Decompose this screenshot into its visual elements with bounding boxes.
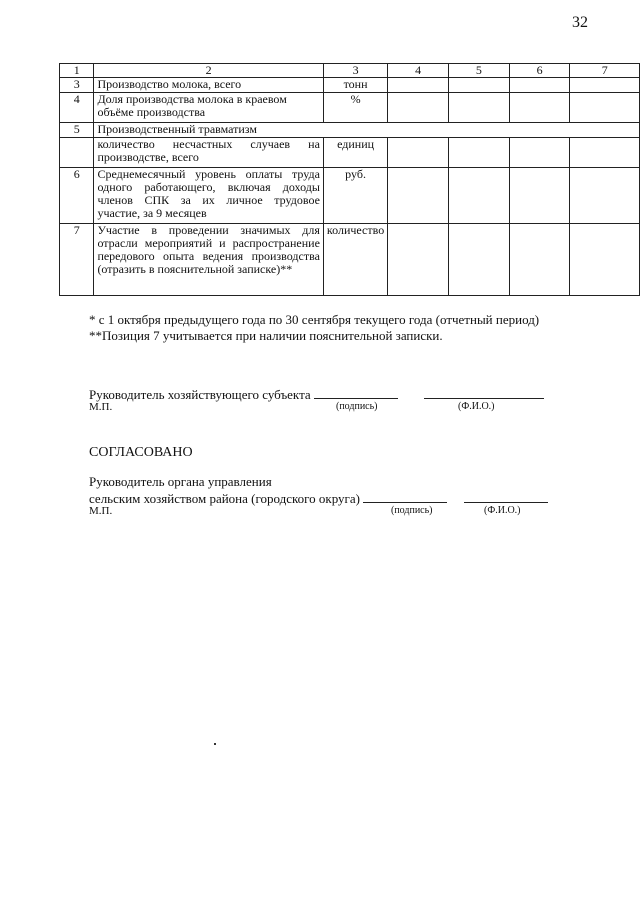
row-name: количество несчастных случаев на производстве, всего [94,138,323,168]
header-cell: 3 [323,64,387,78]
empty-cell [509,78,570,93]
row-unit: единиц [323,138,387,168]
footnote-2: **Позиция 7 учитывается при наличии пояснительной записки. [89,328,443,343]
approval-heading: СОГЛАСОВАНО [89,445,193,460]
signature-caption: (подпись) [336,401,378,412]
table-row [60,78,640,93]
empty-cell [509,93,570,123]
empty-cell [509,138,570,168]
table-row [60,224,640,296]
empty-cell [570,138,640,168]
stamp-place-label: М.П. [89,505,113,517]
footnotes [89,312,539,344]
signature-line [363,490,447,503]
name-line [464,490,548,503]
empty-cell [448,138,509,168]
row-name: Производственный травматизм [94,123,640,138]
empty-cell [388,78,449,93]
empty-cell [448,168,509,224]
table-row [60,93,640,123]
row-number: 5 [60,123,94,138]
empty-cell [448,93,509,123]
empty-cell [388,93,449,123]
empty-cell [570,93,640,123]
approver-title-line-1: Руководитель органа управления [89,474,272,489]
header-cell: 2 [94,64,323,78]
stray-dot [214,743,216,745]
row-name: Производство молока, всего [94,78,323,93]
report-table [59,63,640,296]
header-cell: 7 [570,64,640,78]
empty-cell [388,224,449,296]
row-unit: % [323,93,387,123]
empty-cell [448,224,509,296]
signature-block-2 [89,474,548,507]
signature-line [314,386,398,399]
table-row [60,168,640,224]
empty-cell [388,138,449,168]
row-unit: количество [323,224,387,296]
name-line [424,386,544,399]
row-number [60,138,94,168]
row-unit: тонн [323,78,387,93]
empty-cell [509,224,570,296]
row-number: 4 [60,93,94,123]
empty-cell [570,224,640,296]
row-number: 6 [60,168,94,224]
footnote-1: * с 1 октября предыдущего года по 30 сентября текущего года (отчетный период) [89,312,540,327]
empty-cell [509,168,570,224]
signature-caption: (подпись) [391,505,433,516]
row-name: Среднемесячный уровень оплаты труда одного работающего, включая доходы членов СПК за их личное трудовое участие, за 9 месяцев [94,168,323,224]
stamp-place-label: М.П. [89,401,113,413]
header-cell: 6 [509,64,570,78]
header-cell: 1 [60,64,94,78]
empty-cell [570,168,640,224]
name-caption: (Ф.И.О.) [458,401,495,412]
signatory-title: Руководитель хозяйствующего субъекта [89,387,311,402]
empty-cell [388,168,449,224]
empty-cell [570,78,640,93]
header-cell: 4 [388,64,449,78]
row-number: 3 [60,78,94,93]
name-caption: (Ф.И.О.) [484,505,521,516]
table-header-row [60,64,640,78]
row-name: Доля производства молока в краевом объёме производства [94,93,323,123]
row-name: Участие в проведении значимых для отрасли мероприятий и распространение передового опыта ведения производства (отразить в пояснительной записке)** [94,224,323,296]
table-row [60,138,640,168]
page-number: 32 [572,14,588,31]
row-unit: руб. [323,168,387,224]
table-row [60,123,640,138]
header-cell: 5 [448,64,509,78]
empty-cell [448,78,509,93]
row-number: 7 [60,224,94,296]
approver-title-line-2: сельским хозяйством района (городского округа) [89,490,548,507]
